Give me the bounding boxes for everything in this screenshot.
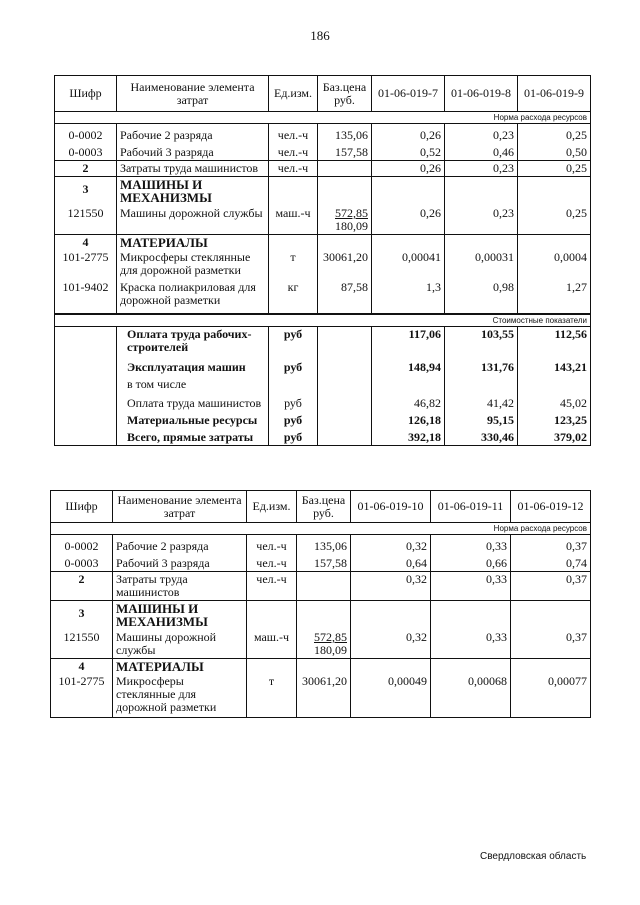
cost-value: 143,21	[518, 355, 591, 375]
row-value: 0,37	[511, 572, 591, 601]
cost-row	[55, 411, 591, 428]
cost-unit: руб	[269, 411, 318, 428]
row-price: 135,06	[297, 535, 351, 555]
row-unit: чел.-ч	[247, 554, 297, 572]
row-value: 0,32	[351, 535, 431, 555]
row-value: 1,27	[518, 278, 591, 314]
row-value: 0,32	[351, 629, 431, 659]
table-row	[55, 143, 591, 161]
row-code: 0-0003	[55, 143, 117, 161]
row-value: 0,66	[431, 554, 511, 572]
cost-value: 46,82	[372, 392, 445, 411]
row-value: 0,37	[511, 629, 591, 659]
row-value: 0,64	[351, 554, 431, 572]
section-cost-label: Стоимостные показатели	[55, 314, 591, 327]
table-row	[55, 250, 591, 278]
row-unit: маш.-ч	[269, 205, 318, 235]
row-value: 0,00077	[511, 674, 591, 718]
cost-value: 330,46	[445, 428, 518, 446]
table-row	[51, 554, 591, 572]
row-unit: чел.-ч	[269, 124, 318, 144]
col-header-norm-1: 01-06-019-7	[372, 76, 445, 112]
price-wage: 180,09	[314, 643, 347, 657]
col-header-price: Баз.цена руб.	[297, 491, 351, 523]
cost-value: 112,56	[518, 327, 591, 356]
section-code: 3	[55, 177, 117, 206]
row-price	[318, 161, 372, 177]
cost-value: 123,25	[518, 411, 591, 428]
cost-value: 148,94	[372, 355, 445, 375]
cost-unit: руб	[269, 327, 318, 356]
row-code: 0-0002	[51, 535, 113, 555]
row-value: 0,74	[511, 554, 591, 572]
row-price: 30061,20	[318, 250, 372, 278]
row-value: 0,37	[511, 535, 591, 555]
col-header-price: Баз.цена руб.	[318, 76, 372, 112]
row-value: 0,98	[445, 278, 518, 314]
row-value: 0,23	[445, 124, 518, 144]
col-header-norm-3: 01-06-019-12	[511, 491, 591, 523]
cost-row	[55, 375, 591, 392]
table-row	[55, 124, 591, 144]
page-number: 186	[310, 28, 330, 43]
cost-name: Оплата труда машинистов	[117, 392, 269, 411]
row-code: 101-9402	[55, 278, 117, 314]
col-header-norm-2: 01-06-019-11	[431, 491, 511, 523]
row-code: 101-2775	[55, 250, 117, 278]
cost-row	[55, 355, 591, 375]
row-code: 2	[55, 161, 117, 177]
col-header-norm-1: 01-06-019-10	[351, 491, 431, 523]
row-value: 0,33	[431, 572, 511, 601]
cost-row	[55, 327, 591, 356]
cost-value: 45,02	[518, 392, 591, 411]
cost-unit: руб	[269, 355, 318, 375]
section-header-row	[51, 523, 591, 535]
row-value: 0,00031	[445, 250, 518, 278]
row-value: 0,50	[518, 143, 591, 161]
section-title: МАТЕРИАЛЫ	[117, 235, 269, 251]
cost-name: в том числе	[117, 375, 269, 392]
table-row	[51, 535, 591, 555]
cost-value: 103,55	[445, 327, 518, 356]
cost-value: 126,18	[372, 411, 445, 428]
row-price: 30061,20	[297, 674, 351, 718]
col-header-code: Шифр	[51, 491, 113, 523]
cost-value: 117,06	[372, 327, 445, 356]
table-row	[51, 674, 591, 718]
row-name: Затраты труда машинистов	[113, 572, 247, 601]
cost-name: Эксплуатация машин	[117, 355, 269, 375]
section-code: 4	[55, 235, 117, 251]
row-value: 0,32	[351, 572, 431, 601]
cost-value: 392,18	[372, 428, 445, 446]
row-name: Рабочий 3 разряда	[113, 554, 247, 572]
row-value: 0,0004	[518, 250, 591, 278]
cost-row-total	[55, 428, 591, 446]
row-value: 0,26	[372, 161, 445, 177]
row-name: Машины дорожной службы	[117, 205, 269, 235]
row-value: 0,00068	[431, 674, 511, 718]
section-norm-label: Норма расхода ресурсов	[55, 112, 591, 124]
row-value: 0,25	[518, 205, 591, 235]
row-value: 0,26	[372, 205, 445, 235]
price-base: 572,85	[335, 206, 368, 220]
price-wage: 180,09	[335, 219, 368, 233]
table-header-row	[51, 491, 591, 523]
price-base: 572,85	[314, 630, 347, 644]
row-value: 0,25	[518, 124, 591, 144]
cost-name: Материальные ресурсы	[117, 411, 269, 428]
resource-table-2	[50, 490, 591, 718]
cost-value: 379,02	[518, 428, 591, 446]
row-name: Затраты труда машинистов	[117, 161, 269, 177]
section-code: 4	[51, 659, 113, 675]
table-row	[55, 278, 591, 314]
row-code: 2	[51, 572, 113, 601]
row-value: 0,26	[372, 124, 445, 144]
row-value: 0,00041	[372, 250, 445, 278]
cost-name: Всего, прямые затраты	[117, 428, 269, 446]
section-title: МАТЕРИАЛЫ	[113, 659, 247, 675]
col-header-norm-3: 01-06-019-9	[518, 76, 591, 112]
row-unit: чел.-ч	[269, 161, 318, 177]
row-name: Краска полиакриловая для дорожной разметки	[117, 278, 269, 314]
row-name: Рабочие 2 разряда	[113, 535, 247, 555]
row-name: Микросферы стеклянные для дорожной разметки	[117, 250, 269, 278]
table-row	[51, 572, 591, 601]
row-value: 0,23	[445, 161, 518, 177]
row-price	[297, 629, 351, 659]
row-code: 121550	[51, 629, 113, 659]
row-code: 0-0002	[55, 124, 117, 144]
cost-value: 41,42	[445, 392, 518, 411]
row-name: Рабочий 3 разряда	[117, 143, 269, 161]
row-code: 121550	[55, 205, 117, 235]
row-price: 157,58	[318, 143, 372, 161]
row-code: 101-2775	[51, 674, 113, 718]
section-norm-label: Норма расхода ресурсов	[51, 523, 591, 535]
section-header-row	[55, 112, 591, 124]
section-row	[51, 601, 591, 630]
row-code: 0-0003	[51, 554, 113, 572]
row-unit: чел.-ч	[247, 535, 297, 555]
row-name: Рабочие 2 разряда	[117, 124, 269, 144]
cost-name: Оплата труда рабочих-строителей	[117, 327, 269, 356]
row-value: 0,25	[518, 161, 591, 177]
row-unit: чел.-ч	[247, 572, 297, 601]
row-value: 0,52	[372, 143, 445, 161]
cost-unit: руб	[269, 428, 318, 446]
row-name: Микросферы стеклянные для дорожной разметки	[113, 674, 247, 718]
col-header-name: Наименование элемента затрат	[113, 491, 247, 523]
row-price: 157,58	[297, 554, 351, 572]
table-row	[55, 161, 591, 177]
cost-row	[55, 392, 591, 411]
col-header-unit: Ед.изм.	[269, 76, 318, 112]
section-title: МАШИНЫ И МЕХАНИЗМЫ	[113, 601, 247, 630]
row-value: 0,46	[445, 143, 518, 161]
row-unit: т	[269, 250, 318, 278]
row-value: 0,33	[431, 629, 511, 659]
row-unit: маш.-ч	[247, 629, 297, 659]
resource-table-1	[54, 75, 591, 446]
table-row	[51, 629, 591, 659]
section-header-row	[55, 314, 591, 327]
row-price: 87,58	[318, 278, 372, 314]
col-header-code: Шифр	[55, 76, 117, 112]
cost-unit: руб	[269, 392, 318, 411]
row-price	[297, 572, 351, 601]
col-header-unit: Ед.изм.	[247, 491, 297, 523]
section-row	[51, 659, 591, 675]
col-header-norm-2: 01-06-019-8	[445, 76, 518, 112]
row-unit: чел.-ч	[269, 143, 318, 161]
row-unit: кг	[269, 278, 318, 314]
row-unit: т	[247, 674, 297, 718]
col-header-name: Наименование элемента затрат	[117, 76, 269, 112]
section-code: 3	[51, 601, 113, 630]
region-footer: Свердловская область	[480, 851, 587, 862]
table-header-row	[55, 76, 591, 112]
row-value: 0,23	[445, 205, 518, 235]
section-row	[55, 235, 591, 251]
table-row	[55, 205, 591, 235]
row-price: 135,06	[318, 124, 372, 144]
cost-value: 95,15	[445, 411, 518, 428]
cost-value: 131,76	[445, 355, 518, 375]
row-value: 0,33	[431, 535, 511, 555]
section-title: МАШИНЫ И МЕХАНИЗМЫ	[117, 177, 269, 206]
row-value: 0,00049	[351, 674, 431, 718]
row-value: 1,3	[372, 278, 445, 314]
section-row	[55, 177, 591, 206]
row-price	[318, 205, 372, 235]
row-name: Машины дорожной службы	[113, 629, 247, 659]
